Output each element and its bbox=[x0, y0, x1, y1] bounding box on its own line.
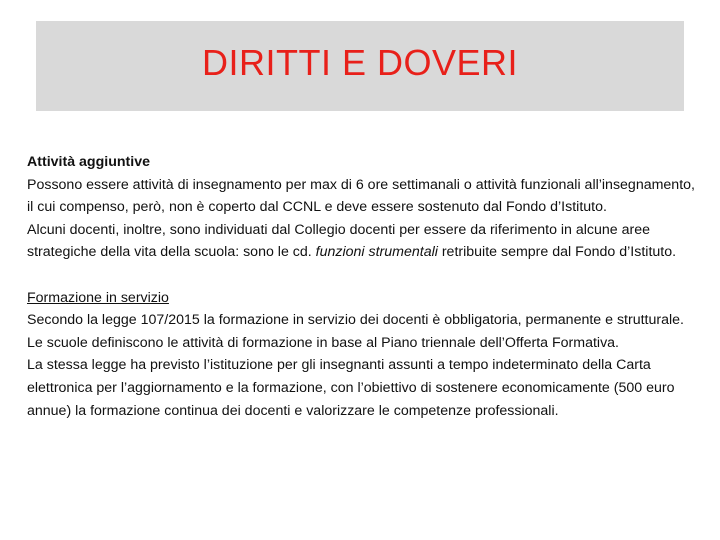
paragraph-funzioni bbox=[27, 219, 695, 264]
section-spacer bbox=[27, 264, 695, 287]
slide-content bbox=[27, 151, 695, 422]
slide-title: DIRITTI E DOVERI bbox=[201, 42, 519, 83]
paragraph-carta: La stessa legge ha previsto l’istituzione per gli insegnanti assunti a tempo indeterminato della Carta elettronica per l’aggiornamento e la formazione, con l’obiettivo di sostenere economicamente (500 euro annue) la formazione continua dei docenti e valorizzare le competenze professionali. bbox=[27, 357, 675, 419]
paragraph-funzioni-end: retribuite sempre dal Fondo d’Istituto. bbox=[437, 244, 677, 261]
title-bar bbox=[36, 21, 684, 111]
section-heading-formazione: Formazione in servizio bbox=[27, 289, 169, 306]
paragraph-attivita: Possono essere attività di insegnamento per max di 6 ore settimanali o attività funzionali all’insegnamento, il cui compenso, però, non è coperto dal CCNL e deve essere sostenuto dal Fondo d’Istituto. bbox=[27, 176, 695, 216]
section-heading-attivita: Attività aggiuntive bbox=[27, 154, 150, 170]
paragraph-funzioni-start: Alcuni docenti, inoltre, sono individuati dal Collegio docenti per essere da riferimento in alcune aree strategiche della vita della scuola: sono le cd. bbox=[27, 221, 651, 261]
funzioni-strumentali-term: funzioni strumentali bbox=[315, 244, 438, 261]
paragraph-legge: Secondo la legge 107/2015 la formazione in servizio dei docenti è obbligatoria, permanente e strutturale. Le scuole definiscono le attività di formazione in base al Piano triennale dell’Offerta Formativa. bbox=[27, 312, 684, 351]
